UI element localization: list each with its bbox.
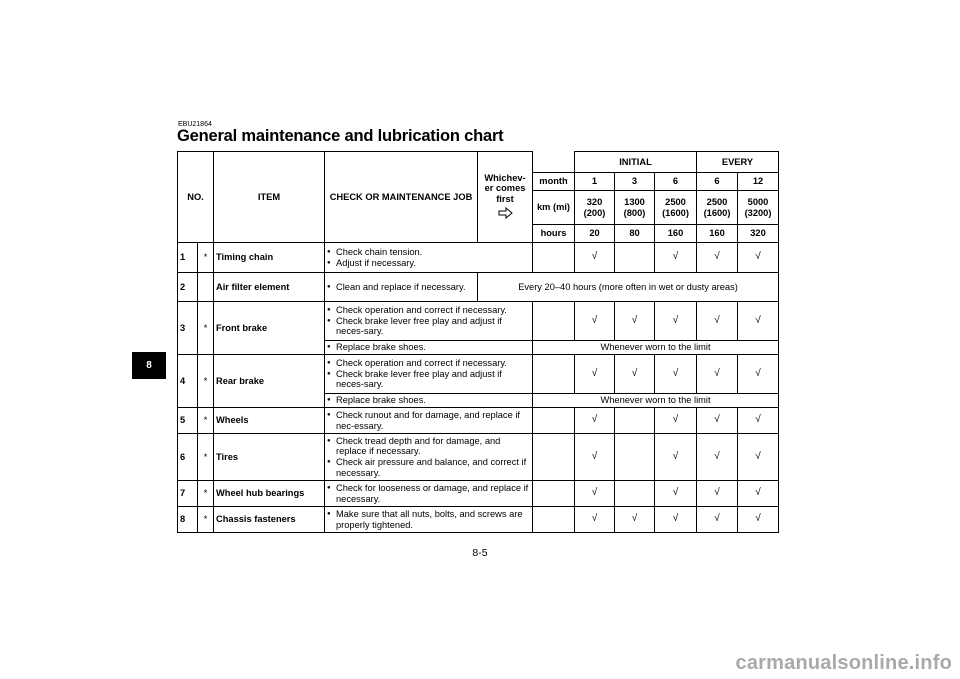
page-title: General maintenance and lubrication chart <box>177 127 504 145</box>
header-job: CHECK OR MAINTENANCE JOB <box>325 152 478 243</box>
header-km-value: 2500 (1600) <box>655 191 697 225</box>
row-item: Front brake <box>214 302 325 355</box>
row-job <box>325 273 478 302</box>
row-spacer <box>533 434 575 481</box>
job-bullet: ● Check brake lever free play and adjust if neces-sary. <box>327 369 530 390</box>
row-spacer <box>533 408 575 434</box>
header-no: NO. <box>178 152 214 243</box>
check-mark: √ <box>738 434 779 481</box>
header-month-value: 6 <box>697 173 738 191</box>
check-mark: √ <box>738 507 779 533</box>
check-mark: √ <box>738 243 779 273</box>
row-number: 7 <box>178 481 198 507</box>
row-item: Air filter element <box>214 273 325 302</box>
header-km-label: km (mi) <box>533 191 575 225</box>
job-bullet: ● Check runout and for damage, and replace if nec-essary. <box>327 410 530 431</box>
empty-cell <box>615 408 655 434</box>
check-mark: √ <box>615 355 655 394</box>
job-bullet: ● Replace brake shoes. <box>327 342 530 353</box>
row-item: Chassis fasteners <box>214 507 325 533</box>
whichever-text: Whichev-er comes first <box>484 172 526 204</box>
row-number: 6 <box>178 434 198 481</box>
row-number: 8 <box>178 507 198 533</box>
table-row <box>178 302 779 341</box>
job-bullet: ● Adjust if necessary. <box>327 258 530 269</box>
table-row <box>178 481 779 507</box>
check-mark: √ <box>575 355 615 394</box>
page-number: 8-5 <box>472 547 488 559</box>
row-job <box>325 408 533 434</box>
check-mark: √ <box>655 507 697 533</box>
check-mark: √ <box>697 302 738 341</box>
header-hours-label: hours <box>533 225 575 243</box>
section-code: EBU21864 <box>178 121 212 128</box>
header-month-value: 12 <box>738 173 779 191</box>
check-mark: √ <box>615 302 655 341</box>
job-bullet: ● Replace brake shoes. <box>327 395 530 406</box>
header-hours-value: 160 <box>697 225 738 243</box>
job-bullet: ● Check operation and correct if necessary. <box>327 358 530 369</box>
empty-cell <box>615 481 655 507</box>
row-star <box>198 273 214 302</box>
header-km-value: 5000 (3200) <box>738 191 779 225</box>
row-item: Wheels <box>214 408 325 434</box>
job-bullet: ● Check air pressure and balance, and correct if necessary. <box>327 457 530 478</box>
table-row <box>178 507 779 533</box>
check-mark: √ <box>655 481 697 507</box>
header-month-value: 1 <box>575 173 615 191</box>
header-blank <box>533 152 575 173</box>
row-spacer <box>533 243 575 273</box>
table-row <box>178 408 779 434</box>
row-job <box>325 302 533 341</box>
job-bullet: ● Check operation and correct if necessary. <box>327 305 530 316</box>
row-item: Rear brake <box>214 355 325 408</box>
check-mark: √ <box>655 408 697 434</box>
header-whichever <box>478 152 533 243</box>
header-month-label: month <box>533 173 575 191</box>
row-job <box>325 243 533 273</box>
header-hours-value: 80 <box>615 225 655 243</box>
header-month-value: 6 <box>655 173 697 191</box>
row-number: 4 <box>178 355 198 408</box>
row-item: Tires <box>214 434 325 481</box>
check-mark: √ <box>655 302 697 341</box>
check-mark: √ <box>697 507 738 533</box>
header-km-value: 320 (200) <box>575 191 615 225</box>
empty-cell <box>615 243 655 273</box>
header-hours-value: 320 <box>738 225 779 243</box>
maintenance-chart <box>177 151 779 533</box>
row-number: 3 <box>178 302 198 355</box>
row-star: * <box>198 355 214 408</box>
check-mark: √ <box>575 507 615 533</box>
header-hours-value: 20 <box>575 225 615 243</box>
row-item: Wheel hub bearings <box>214 481 325 507</box>
row-star: * <box>198 481 214 507</box>
check-mark: √ <box>738 302 779 341</box>
job-bullet: ● Check tread depth and for damage, and replace if necessary. <box>327 436 530 457</box>
check-mark: √ <box>655 434 697 481</box>
job-bullet: ● Make sure that all nuts, bolts, and screws are properly tightened. <box>327 509 530 530</box>
row-spacer <box>533 507 575 533</box>
row-job <box>325 481 533 507</box>
check-mark: √ <box>655 355 697 394</box>
row-spacer <box>533 481 575 507</box>
job-bullet: ● Check brake lever free play and adjust if neces-sary. <box>327 316 530 337</box>
row-interval-note: Every 20–40 hours (more often in wet or dusty areas) <box>478 273 779 302</box>
row-spacer <box>533 302 575 341</box>
row-number: 1 <box>178 243 198 273</box>
row-star: * <box>198 302 214 355</box>
check-mark: √ <box>575 302 615 341</box>
check-mark: √ <box>697 481 738 507</box>
check-mark: √ <box>615 507 655 533</box>
check-mark: √ <box>697 434 738 481</box>
row-item: Timing chain <box>214 243 325 273</box>
table-row <box>178 355 779 394</box>
check-mark: √ <box>697 408 738 434</box>
row-sub-job <box>325 341 533 355</box>
check-mark: √ <box>738 355 779 394</box>
row-star: * <box>198 434 214 481</box>
row-star: * <box>198 408 214 434</box>
row-interval-note: Whenever worn to the limit <box>533 341 779 355</box>
row-spacer <box>533 355 575 394</box>
header-km-value: 1300 (800) <box>615 191 655 225</box>
watermark: carmanualsonline.info <box>735 652 952 674</box>
row-job <box>325 434 533 481</box>
header-hours-value: 160 <box>655 225 697 243</box>
row-star: * <box>198 507 214 533</box>
row-star: * <box>198 243 214 273</box>
header-month-value: 3 <box>615 173 655 191</box>
row-number: 2 <box>178 273 198 302</box>
check-mark: √ <box>575 243 615 273</box>
check-mark: √ <box>575 434 615 481</box>
check-mark: √ <box>697 355 738 394</box>
header-item: ITEM <box>214 152 325 243</box>
job-bullet: ● Check for looseness or damage, and replace if necessary. <box>327 483 530 504</box>
row-interval-note: Whenever worn to the limit <box>533 394 779 408</box>
check-mark: √ <box>738 408 779 434</box>
check-mark: √ <box>575 408 615 434</box>
header-km-value: 2500 (1600) <box>697 191 738 225</box>
job-bullet: ● Clean and replace if necessary. <box>327 282 475 293</box>
header-initial: INITIAL <box>575 152 697 173</box>
row-job <box>325 507 533 533</box>
row-job <box>325 355 533 394</box>
check-mark: √ <box>738 481 779 507</box>
row-number: 5 <box>178 408 198 434</box>
empty-cell <box>615 434 655 481</box>
arrow-right-icon <box>498 207 513 219</box>
table-row <box>178 434 779 481</box>
check-mark: √ <box>575 481 615 507</box>
header-every: EVERY <box>697 152 779 173</box>
check-mark: √ <box>697 243 738 273</box>
row-sub-job <box>325 394 533 408</box>
table-row <box>178 243 779 273</box>
chapter-tab: 8 <box>132 352 166 379</box>
job-bullet: ● Check chain tension. <box>327 247 530 258</box>
check-mark: √ <box>655 243 697 273</box>
table-row <box>178 273 779 302</box>
